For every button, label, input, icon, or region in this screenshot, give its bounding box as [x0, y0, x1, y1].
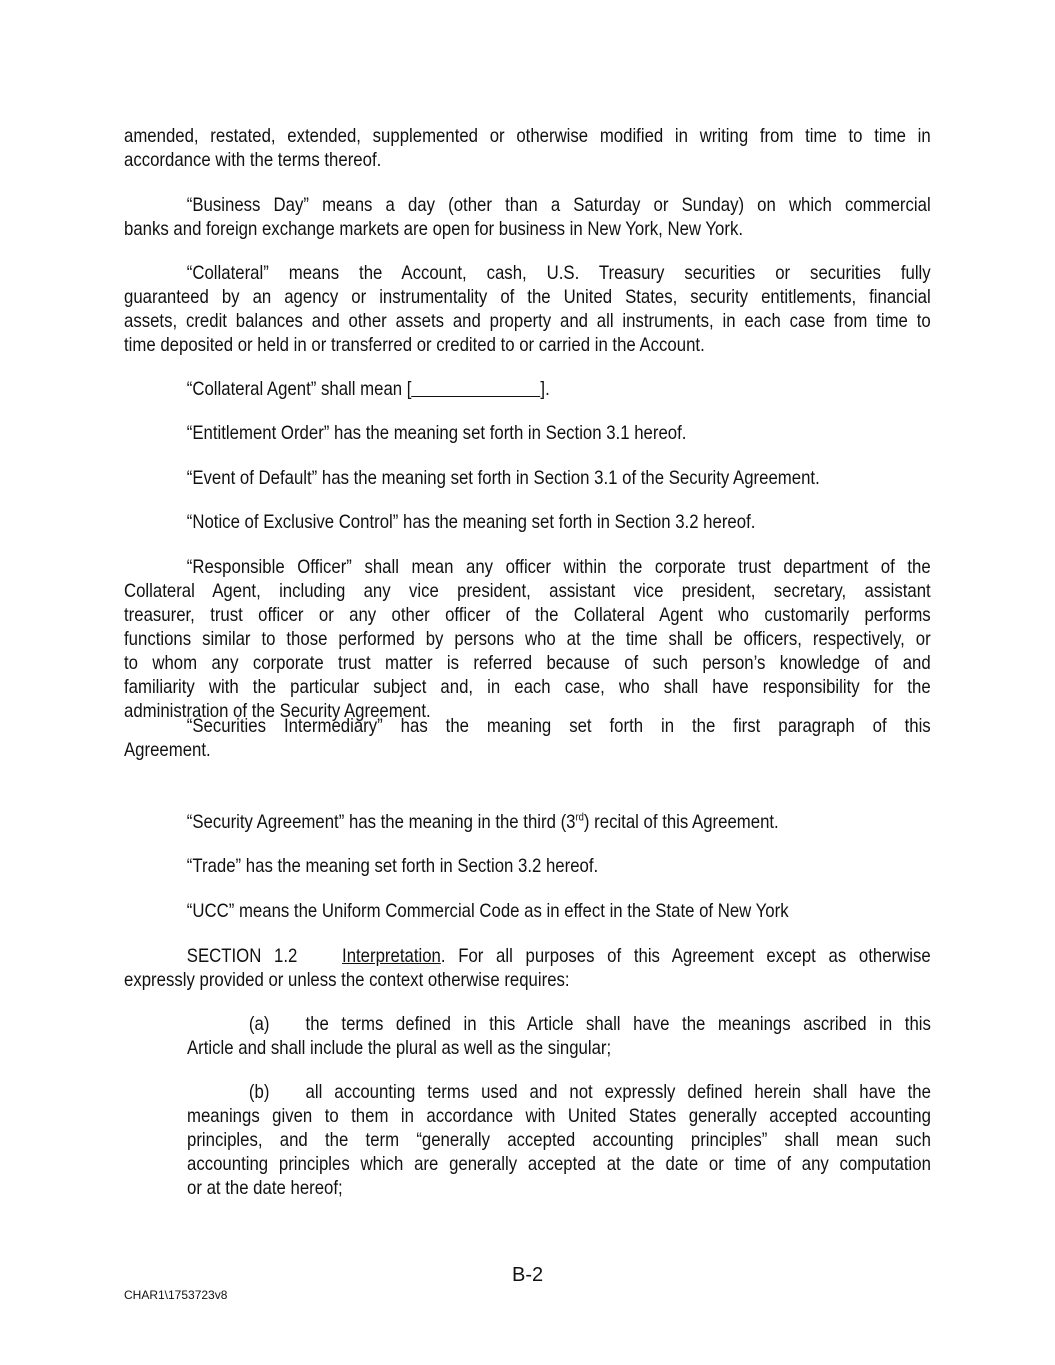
text-line: accordance with the terms thereof.	[124, 149, 382, 171]
text-line: familiarity with the particular subject and, in each case, who shall have responsibility for the	[124, 676, 931, 698]
text-line: administration of the Security Agreement.	[124, 700, 431, 722]
text-line: banks and foreign exchange markets are open for business in New York, New York.	[124, 218, 743, 240]
clause-marker: (a)	[248, 1013, 270, 1035]
section-heading: Interpretation	[342, 945, 441, 967]
text-line: principles, and the term “generally accepted accounting principles” shall mean such	[187, 1129, 931, 1151]
definition-business-day	[124, 193, 931, 241]
text-line: “Collateral Agent” shall mean [	[186, 378, 412, 400]
text-line: meanings given to them in accordance with United States generally accepted accounting	[187, 1105, 931, 1127]
text-line: treasurer, trust officer or any other officer of the Collateral Agent who customarily performs	[124, 604, 931, 626]
text-line: Agreement.	[124, 739, 211, 761]
definition-ucc	[124, 899, 931, 923]
text-line: to whom any corporate trust matter is referred because of such person’s knowledge of and	[124, 652, 931, 674]
text-line: “Securities Intermediary” has the meaning set forth in the first paragraph of this	[186, 715, 931, 737]
section-number: SECTION 1.2	[186, 945, 298, 967]
definition-collateral	[124, 261, 931, 357]
definition-trade	[124, 854, 931, 878]
text-line: Collateral Agent, including any vice president, assistant vice president, secretary, assistant	[124, 580, 931, 602]
text-line: . For all purposes of this Agreement except as otherwise	[440, 945, 931, 967]
ordinal-superscript: rd	[575, 811, 584, 824]
document-id: CHAR1\1753723v8	[124, 1288, 228, 1302]
text-line: “Collateral” means the Account, cash, U.S. Treasury securities or securities fully	[186, 262, 931, 284]
section-1-2-interpretation	[124, 944, 931, 992]
text-line: “Responsible Officer” shall mean any officer within the corporate trust department of the	[186, 556, 931, 578]
text-line: Article and shall include the plural as well as the singular;	[187, 1037, 612, 1059]
text-line: “Event of Default” has the meaning set forth in Section 3.1 of the Security Agreement.	[186, 467, 820, 489]
clause-marker: (b)	[248, 1081, 270, 1103]
clause-b	[187, 1080, 931, 1200]
text-line: or at the date hereof;	[187, 1177, 343, 1199]
text-line: expressly provided or unless the context otherwise requires:	[124, 969, 570, 991]
text-line: ].	[540, 378, 550, 400]
definition-collateral-agent	[124, 377, 931, 401]
text-line: the terms defined in this Article shall have the meanings ascribed in this	[305, 1013, 931, 1035]
blank-fill-in-field	[411, 378, 540, 397]
clause-a	[187, 1012, 931, 1060]
text-line: time deposited or held in or transferred or credited to or carried in the Account.	[124, 334, 705, 356]
text-line: functions similar to those performed by persons who at the time shall be officers, respectively, or	[124, 628, 931, 650]
definition-entitlement-order	[124, 421, 931, 445]
text-line: “Security Agreement” has the meaning in the third (3	[186, 811, 576, 833]
definition-responsible-officer	[124, 555, 931, 723]
definition-securities-intermediary	[124, 714, 931, 762]
text-line: “Notice of Exclusive Control” has the meaning set forth in Section 3.2 hereof.	[186, 511, 756, 533]
text-line: “UCC” means the Uniform Commercial Code as in effect in the State of New York	[186, 900, 789, 922]
text-line: “Business Day” means a day (other than a Saturday or Sunday) on which commercial	[186, 194, 931, 216]
paragraph-continuation	[124, 124, 931, 172]
definition-notice-of-exclusive-control	[124, 510, 931, 534]
text-line: ) recital of this Agreement.	[583, 811, 779, 833]
text-line: “Entitlement Order” has the meaning set forth in Section 3.1 hereof.	[186, 422, 687, 444]
definition-security-agreement	[124, 810, 931, 834]
text-line: assets, credit balances and other assets and property and all instruments, in each case from time to	[124, 310, 931, 332]
text-line: amended, restated, extended, supplemented or otherwise modified in writing from time to time in	[124, 125, 931, 147]
text-line: guaranteed by an agency or instrumentality of the United States, security entitlements, financial	[124, 286, 931, 308]
text-line: “Trade” has the meaning set forth in Section 3.2 hereof.	[186, 855, 599, 877]
text-line: accounting principles which are generally accepted at the date or time of any computation	[187, 1153, 931, 1175]
text-line: all accounting terms used and not expressly defined herein shall have the	[305, 1081, 931, 1103]
definition-event-of-default	[124, 466, 931, 490]
page-number: B-2	[512, 1264, 544, 1286]
